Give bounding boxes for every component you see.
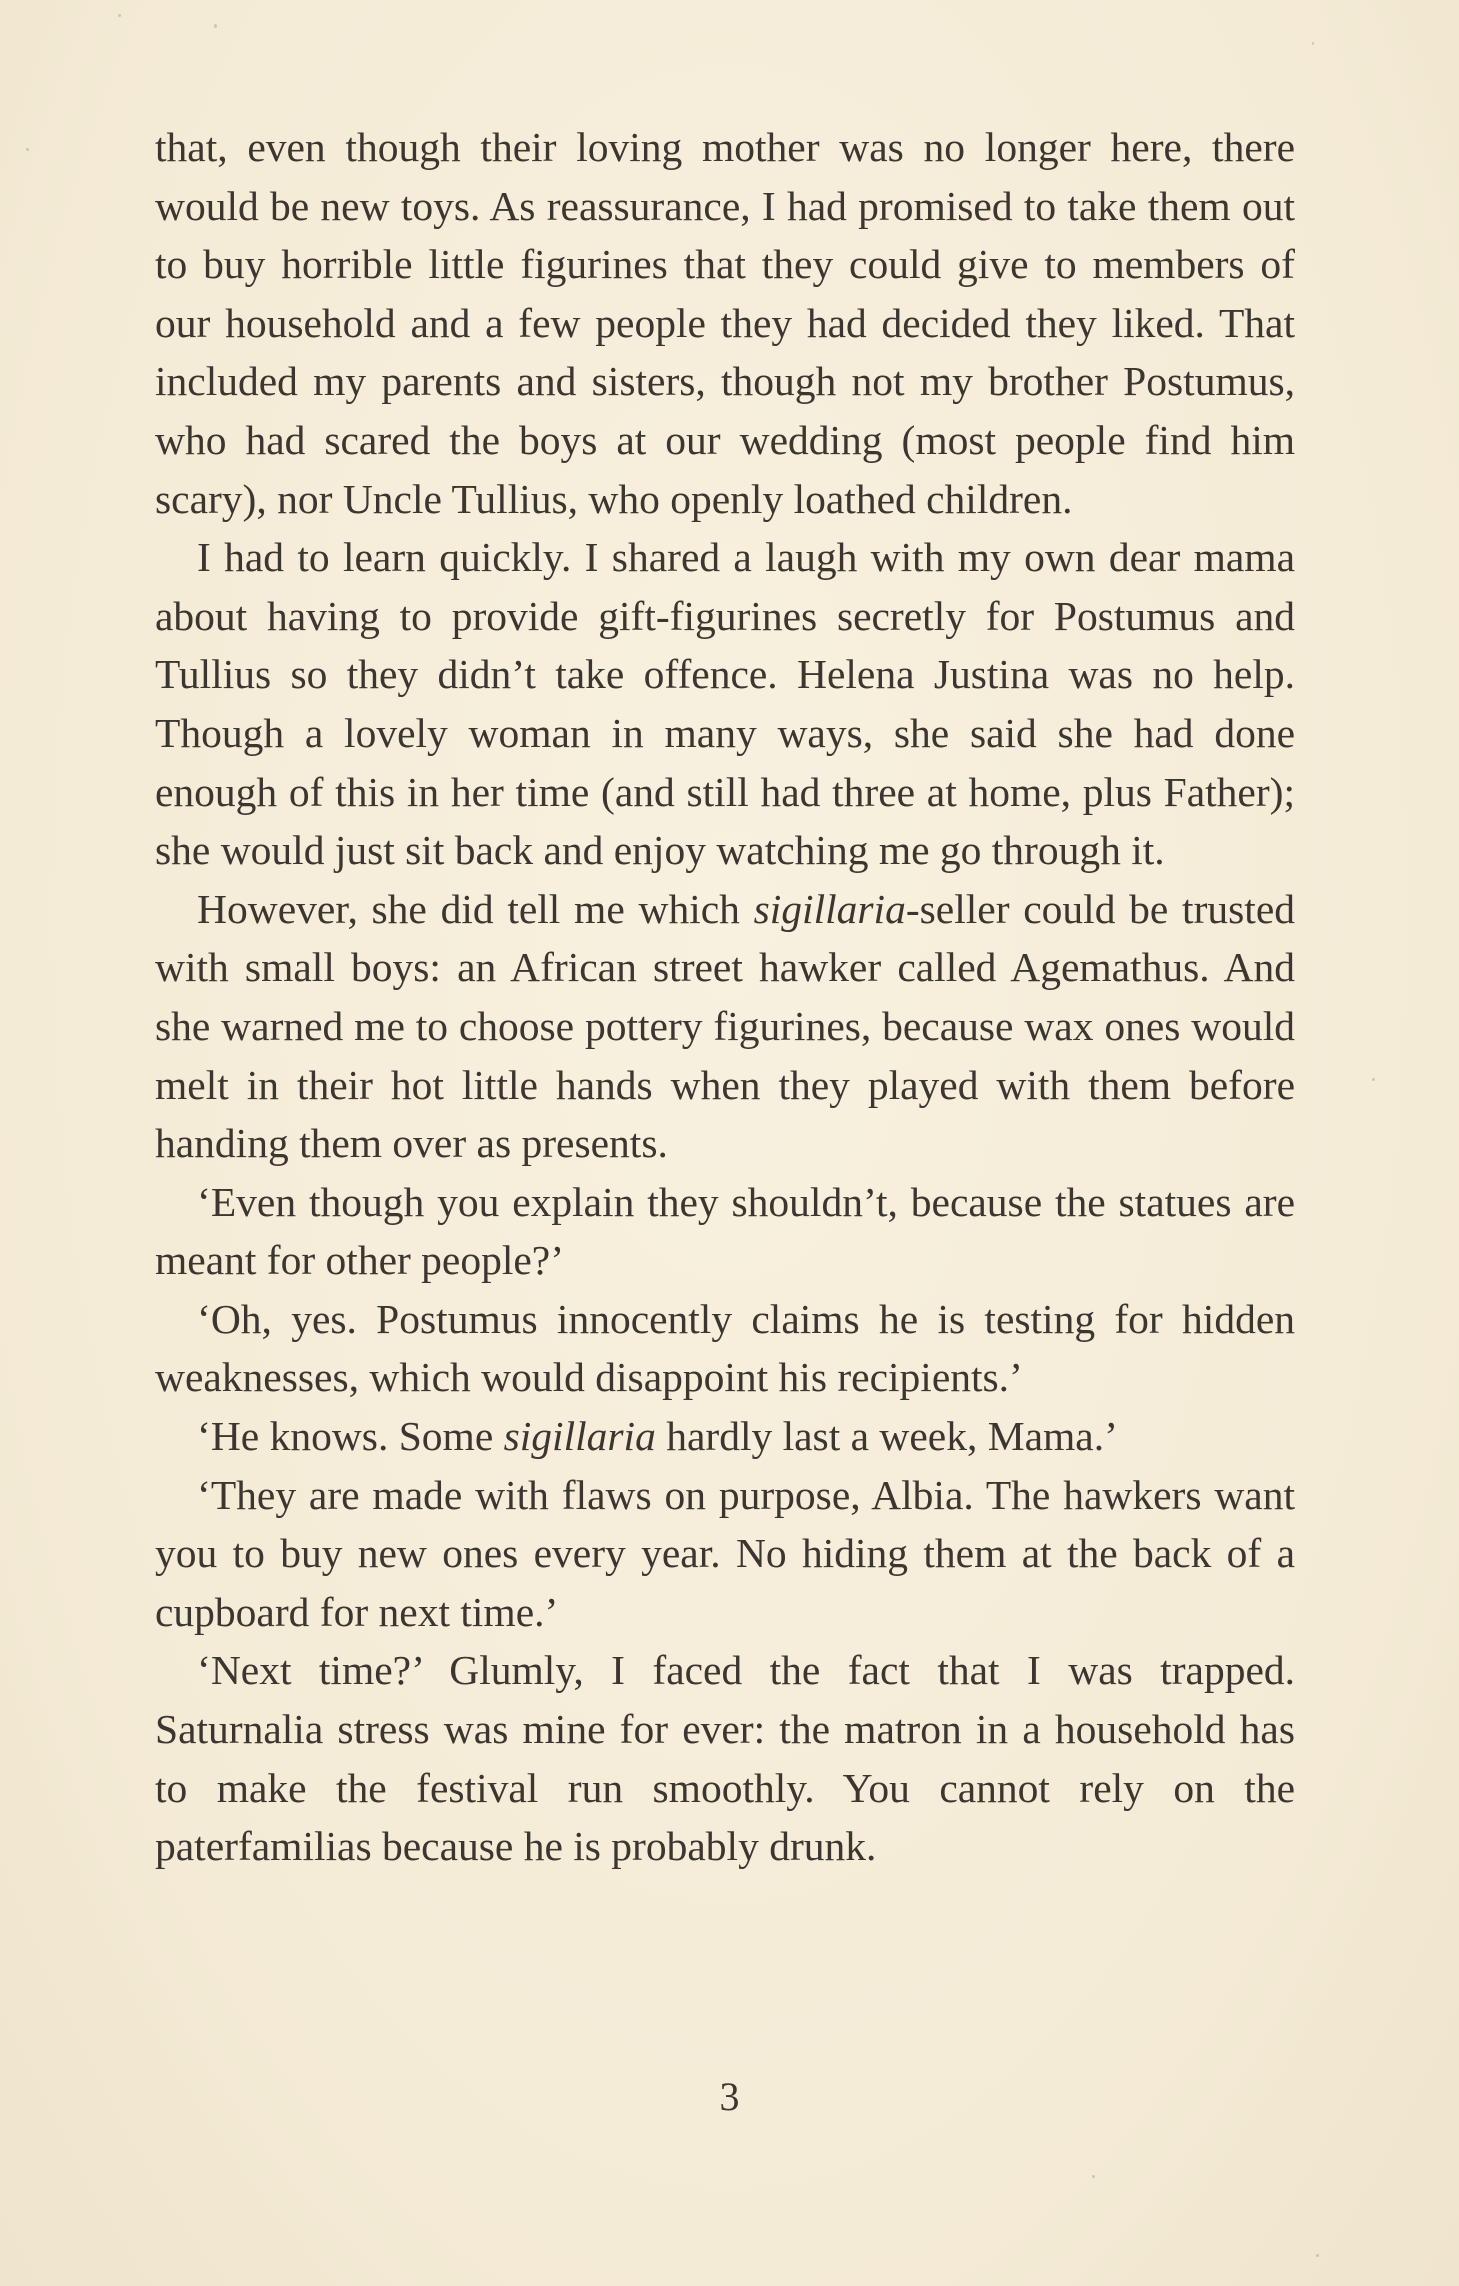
paper-speck — [1312, 42, 1314, 45]
paper-speck — [118, 14, 121, 17]
paper-speck — [1372, 1078, 1375, 1081]
paper-speck — [214, 24, 217, 28]
paragraph — [155, 1290, 1295, 1407]
text-segment: However, she did tell me which — [197, 885, 754, 932]
paragraph — [155, 528, 1295, 880]
text-segment: ‘Oh, yes. Postumus innocently claims he is testing for hidden weaknesses, which would disappoint his recipients.’ — [155, 1295, 1295, 1401]
text-segment: -seller could be trusted with small boys: an African street hawker called Agemathus. And she warned me to choose pottery figurines, because wax ones would melt in their hot little hands when they played with them before handing them over as presents. — [155, 885, 1295, 1167]
paragraph — [155, 1466, 1295, 1642]
paragraph — [155, 880, 1295, 1173]
text-segment: that, even though their loving mother was no longer here, there would be new toys. As reassurance, I had promised to take them out to buy horrible little figurines that they could give to members of our household and a few people they had decided they liked. That included my parents and sisters, though not my brother Postumus, who had scared the boys at our wedding (most people find him scary), nor Uncle Tullius, who openly loathed children. — [155, 124, 1295, 522]
paper-speck — [26, 148, 29, 151]
text-segment: ‘Even though you explain they shouldn’t, because the statues are meant for other people?’ — [155, 1178, 1295, 1284]
italic-text: sigillaria — [753, 885, 906, 932]
text-segment: ‘They are made with flaws on purpose, Albia. The hawkers want you to buy new ones every year. No hiding them at the back of a cupboard for next time.’ — [155, 1471, 1295, 1635]
text-segment: hardly last a week, Mama.’ — [655, 1413, 1118, 1460]
paragraph — [155, 1407, 1295, 1466]
paragraph — [155, 1641, 1295, 1875]
paper-speck — [1092, 2175, 1095, 2178]
italic-text: sigillaria — [503, 1413, 656, 1460]
paragraph — [155, 1173, 1295, 1290]
text-segment: I had to learn quickly. I shared a laugh with my own dear mama about having to provide gift-figurines secretly for Postumus and Tullius so they didn’t take offence. Helena Justina was no help. Though a lovely woman in many ways, she said she had done enough of this in her time (and still had three at home, plus Father); she would just sit back and enjoy watching me go through it. — [155, 534, 1295, 874]
paper-speck — [1316, 2254, 1319, 2257]
text-segment: ‘Next time?’ Glumly, I faced the fact that I was trapped. Saturnalia stress was mine for ever: the matron in a household has to make the festival run smoothly. You cannot rely on the paterfamilias because he is probably drunk. — [155, 1647, 1295, 1870]
text-segment: ‘He knows. Some — [197, 1413, 504, 1460]
paragraph — [155, 118, 1295, 528]
body-text — [155, 118, 1295, 1876]
page-number: 3 — [719, 2074, 740, 2119]
